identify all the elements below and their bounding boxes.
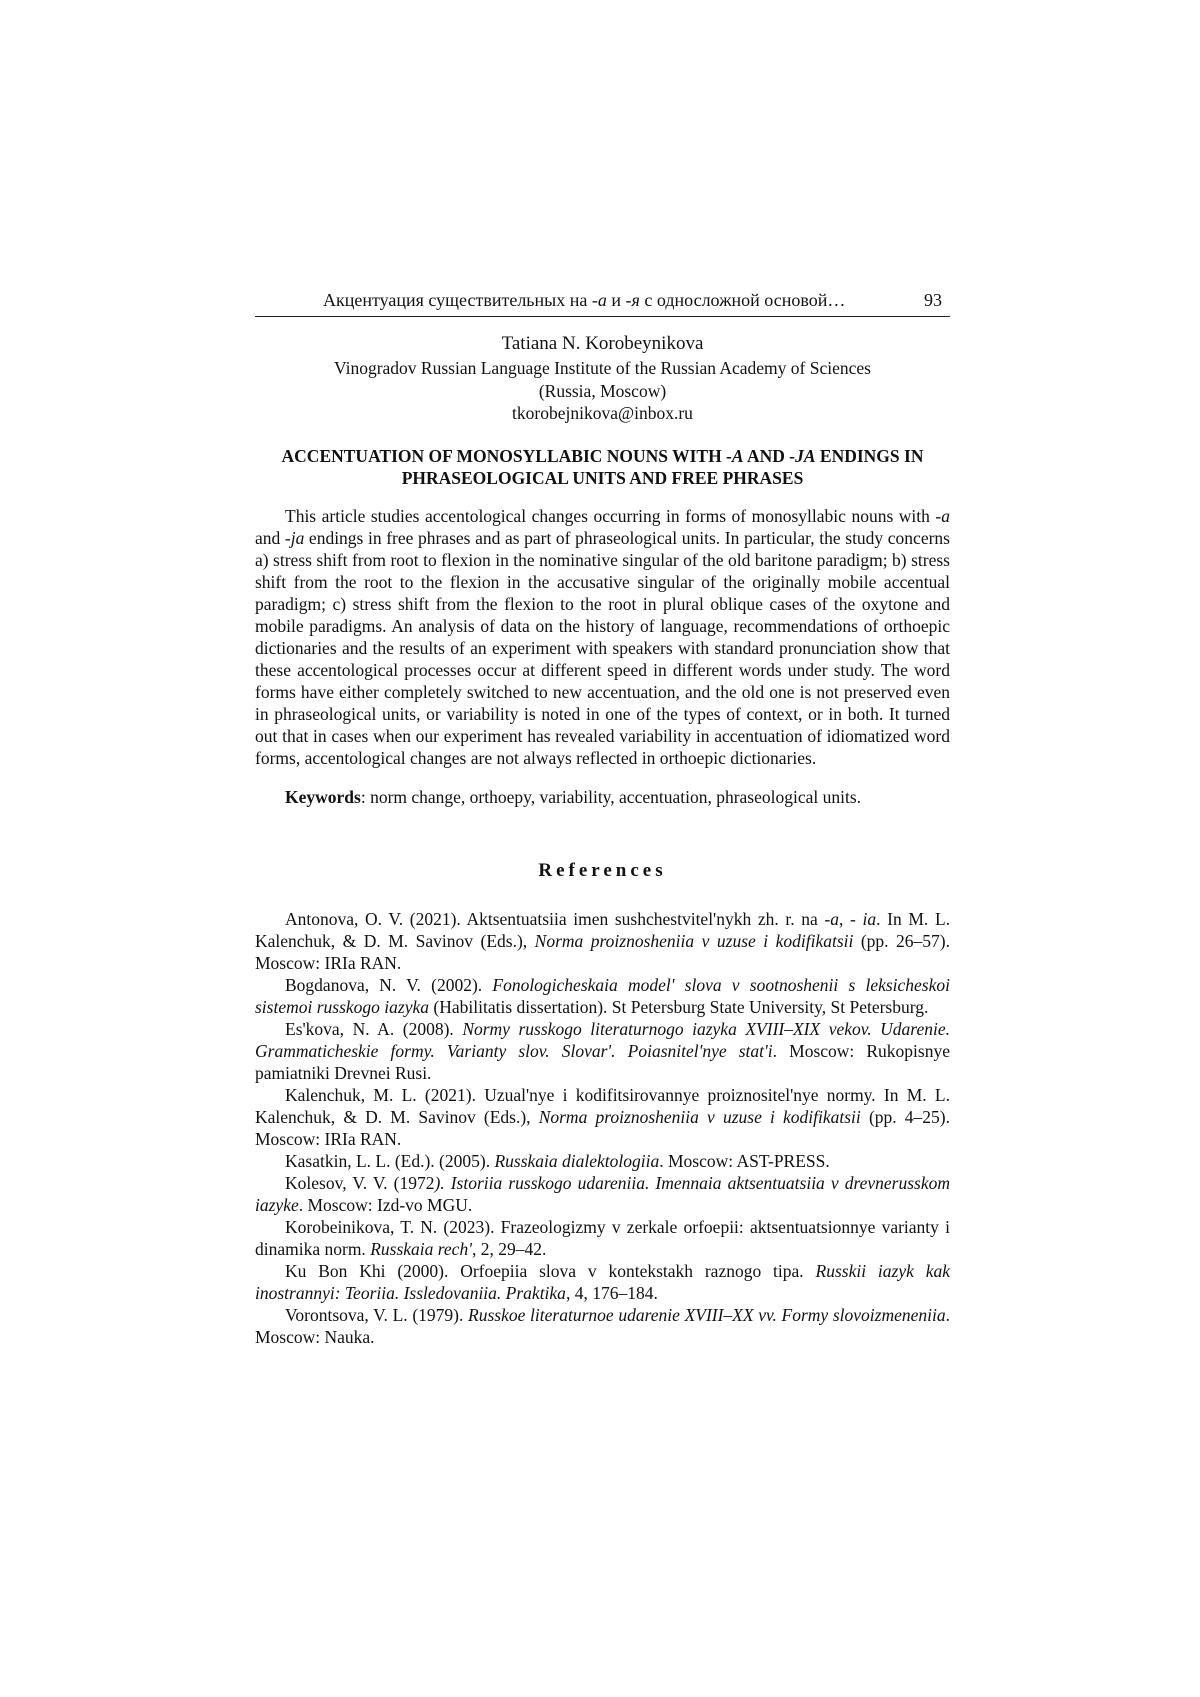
keywords xyxy=(255,786,950,808)
running-header xyxy=(255,286,950,317)
running-title: Акцентуация существительных на -а и -я с односложной основой… xyxy=(323,290,846,310)
reference-item: Antonova, O. V. (2021). Aktsentuatsiia imen sushchestvitel'nykh zh. r. na -a, - ia. In M. L. Kalenchuk, & D. M. Savinov (Eds.), Norma proiznosheniia v uzuse i kodifikatsii (pp. 26–57). Moscow: IRIa RAN. xyxy=(255,909,951,973)
page-number: 93 xyxy=(924,290,942,310)
reference-item: Kalenchuk, M. L. (2021). Uzual'nye i kodifitsirovannye proiznositel'nye normy. In M. L. Kalenchuk, & D. M. Savinov (Eds.), Norma proiznosheniia v uzuse i kodifikatsii (pp. 4–25). Moscow: IRIa RAN. xyxy=(255,1085,950,1149)
abstract: This article studies accentological changes occurring in forms of monosyllabic nouns with -a and -ja endings in free phrases and as part of phraseological units. In particular, the study concerns a) stress shift from root to flexion in the nominative singular of the old baritone paradigm; b) stress shift from the root to the flexion in the accusative singular of the originally mobile accentual paradigm; c) stress shift from the flexion to the root in plural oblique cases of the oxytone and mobile paradigms. An analysis of data on the history of language, recommendations of orthoepic dictionaries and the results of an experiment with speakers with standard pronunciation show that these accentological processes occur at different speed in different words under study. The word forms have either completely switched to new accentuation, and the old one is not preserved even in phraseological units, or variability is noted in one of the types of context, or in both. It turned out that in cases when our experiment has revealed variability in accentuation of idiomatized word forms, accentological changes are not always reflected in orthoepic dictionaries. xyxy=(255,505,950,768)
keywords-text: : norm change, orthoepy, variability, accentuation, phraseological units. xyxy=(360,787,862,807)
author-location: (Russia, Moscow) xyxy=(538,380,667,401)
author-name: Tatiana N. Korobeynikova xyxy=(501,333,704,354)
article-title: ACCENTUATION OF MONOSYLLABIC NOUNS WITH -A AND -JA ENDINGS IN PHRASEOLOGICAL UNITS AND FREE PHRASES xyxy=(281,445,924,488)
references-heading: References xyxy=(538,860,667,881)
page-content xyxy=(255,286,950,1348)
reference-item: Vorontsova, V. L. (1979). Russkoe literaturnoe udarenie XVIII–XX vv. Formy slovoizmeneniia. Moscow: Nauka. xyxy=(255,1305,950,1347)
author-affiliation: Vinogradov Russian Language Institute of the Russian Academy of Sciences xyxy=(334,358,871,378)
references-list xyxy=(255,908,950,1348)
reference-item: Kolesov, V. V. (1972). Istoriia russkogo udareniia. Imennaia aktsentuatsiia v drevnerusskom iazyke. Moscow: Izd-vo MGU. xyxy=(255,1173,950,1215)
reference-item: Es'kova, N. A. (2008). Normy russkogo literaturnogo iazyka XVIII–XIX vekov. Udarenie. Grammaticheskie formy. Varianty slov. Slovar'. Poiasnitel'nye stat'i. Moscow: Rukopisnye pamiatniki Drevnei Rusi. xyxy=(255,1019,950,1083)
author-block xyxy=(255,331,950,425)
keywords-label: Keywords xyxy=(285,787,361,807)
reference-item: Kasatkin, L. L. (Ed.). (2005). Russkaia dialektologiia. Moscow: AST-PRESS. xyxy=(285,1151,830,1171)
reference-item: Ku Bon Khi (2000). Orfoepiia slova v kontekstakh raznogo tipa. Russkii iazyk kak inostrannyi: Teoriia. Issledovaniia. Praktika, 4, 176–184. xyxy=(255,1261,950,1303)
reference-item: Bogdanova, N. V. (2002). Fonologicheskaia model' slova v sootnoshenii s leksicheskoi sistemoi russkogo iazyka (Habilitatis dissertation). St Petersburg State University, St Petersburg. xyxy=(255,975,950,1017)
author-email[interactable]: tkorobejnikova@inbox.ru xyxy=(512,403,693,423)
reference-item: Korobeinikova, T. N. (2023). Frazeologizmy v zerkale orfoepii: aktsentuatsionnye varianty i dinamika norm. Russkaia rech', 2, 29–42. xyxy=(255,1217,950,1259)
